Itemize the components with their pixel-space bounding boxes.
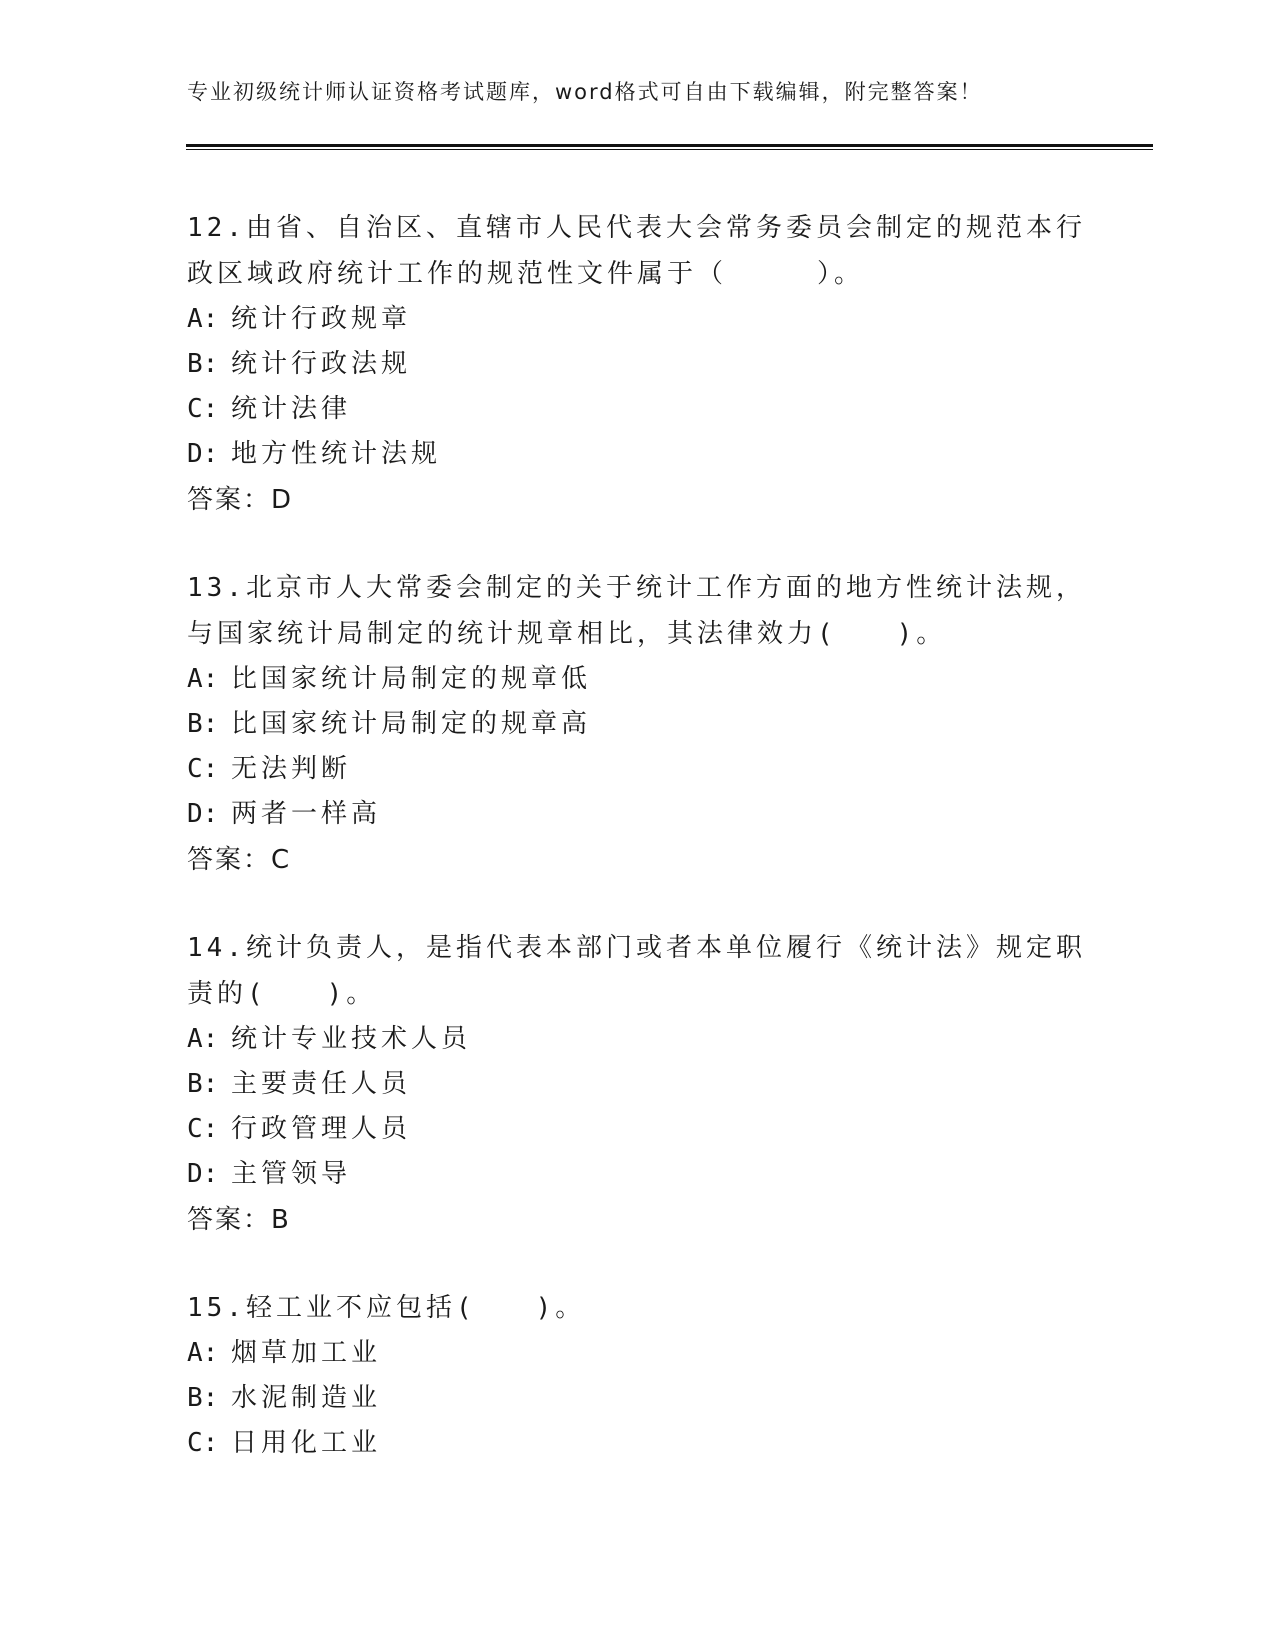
option-text: 比国家统计局制定的规章低 (231, 664, 592, 694)
option-c (187, 1421, 1087, 1466)
option-text: 主管领导 (231, 1159, 352, 1189)
option-text: 水泥制造业 (231, 1383, 382, 1413)
option-letter: C: (187, 1114, 219, 1144)
option-b (187, 342, 1087, 387)
question-text: 12.由省、自治区、直辖市人民代表大会常务委员会制定的规范本行政区域政府统计工作的规范性文件属于（ ）。 (187, 213, 1086, 289)
option-a (187, 657, 1087, 702)
option-letter: B: (187, 1383, 219, 1413)
option-b (187, 1062, 1087, 1107)
question-text: 13.北京市人大常委会制定的关于统计工作方面的地方性统计法规，与国家统计局制定的统计规章相比，其法律效力( )。 (187, 573, 1086, 649)
option-letter: D: (187, 1159, 219, 1189)
question-12 (187, 205, 1087, 523)
question-14 (187, 925, 1087, 1243)
option-a (187, 1017, 1087, 1062)
option-letter: C: (187, 394, 219, 424)
question-13 (187, 565, 1087, 883)
option-letter: C: (187, 754, 219, 784)
option-d (187, 432, 1087, 477)
header-divider-thick-line (186, 144, 1153, 147)
option-text: 主要责任人员 (231, 1069, 412, 1099)
option-text: 行政管理人员 (231, 1114, 412, 1144)
option-letter: A: (187, 1024, 219, 1054)
option-text: 烟草加工业 (231, 1338, 382, 1368)
option-b (187, 1376, 1087, 1421)
answer-line: 答案：C (187, 845, 292, 875)
option-letter: A: (187, 664, 219, 694)
option-letter: B: (187, 1069, 219, 1099)
option-b (187, 702, 1087, 747)
question-15 (187, 1285, 1087, 1466)
option-letter: A: (187, 1338, 219, 1368)
page-header-text: 专业初级统计师认证资格考试题库，word格式可自由下载编辑，附完整答案！ (187, 80, 983, 104)
option-letter: B: (187, 709, 219, 739)
option-letter: B: (187, 349, 219, 379)
option-d (187, 1152, 1087, 1197)
question-text: 15.轻工业不应包括( )。 (187, 1293, 586, 1323)
option-text: 比国家统计局制定的规章高 (231, 709, 592, 739)
answer-line: 答案：D (187, 485, 294, 515)
header-divider (186, 144, 1153, 150)
option-a (187, 1331, 1087, 1376)
option-letter: D: (187, 799, 219, 829)
option-text: 无法判断 (231, 754, 352, 784)
option-text: 统计专业技术人员 (231, 1024, 472, 1054)
option-c (187, 747, 1087, 792)
option-text: 日用化工业 (231, 1428, 382, 1458)
option-text: 统计法律 (231, 394, 352, 424)
option-text: 地方性统计法规 (231, 439, 442, 469)
option-a (187, 297, 1087, 342)
option-c (187, 1107, 1087, 1152)
header-divider-thin-line (186, 149, 1153, 150)
option-c (187, 387, 1087, 432)
question-text: 14.统计负责人，是指代表本部门或者本单位履行《统计法》规定职责的( )。 (187, 933, 1086, 1009)
question-list (187, 205, 1087, 1508)
answer-line: 答案：B (187, 1205, 291, 1235)
option-text: 统计行政法规 (231, 349, 412, 379)
option-d (187, 792, 1087, 837)
option-text: 两者一样高 (231, 799, 382, 829)
option-letter: A: (187, 304, 219, 334)
option-letter: C: (187, 1428, 219, 1458)
option-letter: D: (187, 439, 219, 469)
option-text: 统计行政规章 (231, 304, 412, 334)
